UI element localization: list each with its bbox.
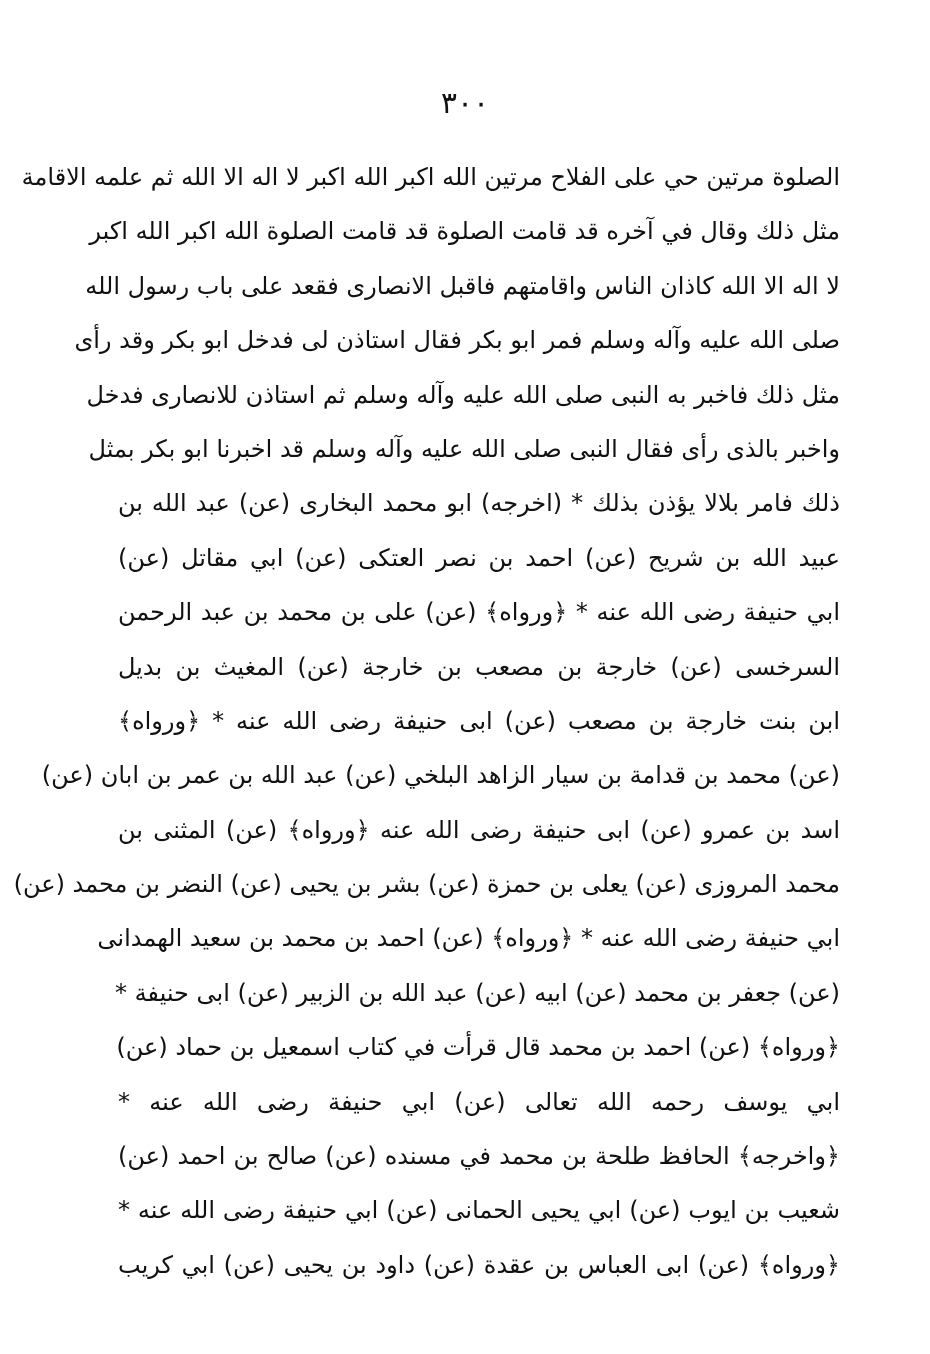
text-line: مثل ذلك وقال في آخره قد قامت الصلوة قد قامت الصلوة الله اكبر الله اكبر xyxy=(89,217,840,246)
text-line: ذلك فامر بلالا يؤذن بذلك * (اخرجه) ابو محمد البخارى (عن) عبد الله بن xyxy=(118,489,840,518)
text-line: مثل ذلك فاخبر به النبى صلى الله عليه وآله وسلم ثم استاذن للانصارى فدخل xyxy=(86,380,840,409)
text-line: محمد المروزى (عن) يعلى بن حمزة (عن) بشر بن يحيى (عن) النضر بن محمد (عن) xyxy=(13,870,840,899)
text-line: عبيد الله بن شريح (عن) احمد بن نصر العتكى (عن) ابي مقاتل (عن) xyxy=(118,543,840,572)
text-line: ابي حنيفة رضى الله عنه * ﴿ورواه﴾ (عن) احمد بن محمد بن سعيد الهمدانى xyxy=(97,924,840,953)
text-line: واخبر بالذى رأى فقال النبى صلى الله عليه وآله وسلم قد اخبرنا ابو بكر بمثل xyxy=(88,434,840,463)
text-line: ابي حنيفة رضى الله عنه * ﴿ورواه﴾ (عن) على بن محمد بن عبد الرحمن xyxy=(118,598,840,627)
text-line: السرخسى (عن) خارجة بن مصعب بن خارجة (عن) المغيث بن بديل xyxy=(118,652,840,681)
text-line: ابي يوسف رحمه الله تعالى (عن) ابي حنيفة رضى الله عنه * xyxy=(118,1087,840,1116)
text-line: (عن) محمد بن قدامة بن سيار الزاهد البلخي (عن) عبد الله بن عمر بن ابان (عن) xyxy=(41,761,840,790)
text-line: ﴿ورواه﴾ (عن) ابى العباس بن عقدة (عن) داود بن يحيى (عن) ابي كريب xyxy=(118,1250,840,1279)
body-text xyxy=(13,150,840,1292)
page-number: ٣٠٠ xyxy=(440,86,490,121)
text-line: ﴿ورواه﴾ (عن) احمد بن محمد قال قرأت في كتاب اسمعيل بن حماد (عن) xyxy=(116,1033,840,1062)
text-line: (عن) جعفر بن محمد (عن) ابيه (عن) عبد الله بن الزبير (عن) ابى حنيفة * xyxy=(114,978,840,1007)
text-line: لا اله الا الله كاذان الناس واقامتهم فاقبل الانصارى فقعد على باب رسول الله xyxy=(85,271,840,300)
text-line: الصلوة مرتين حي على الفلاح مرتين الله اكبر الله اكبر لا اله الا الله ثم علمه الاقامة xyxy=(21,163,840,191)
text-line: ابن بنت خارجة بن مصعب (عن) ابى حنيفة رضى الله عنه * ﴿ورواه﴾ xyxy=(118,706,840,735)
text-line: صلى الله عليه وآله وسلم فمر ابو بكر فقال استاذن لى فدخل ابو بكر وقد رأى xyxy=(74,326,840,355)
text-line: اسد بن عمرو (عن) ابى حنيفة رضى الله عنه ﴿ورواه﴾ (عن) المثنى بن xyxy=(118,815,840,844)
text-line: ﴿واخرجه﴾ الحافظ طلحة بن محمد في مسنده (عن) صالح بن احمد (عن) xyxy=(118,1142,840,1171)
text-line: شعيب بن ايوب (عن) ابي يحيى الحمانى (عن) ابي حنيفة رضى الله عنه * xyxy=(118,1196,840,1225)
